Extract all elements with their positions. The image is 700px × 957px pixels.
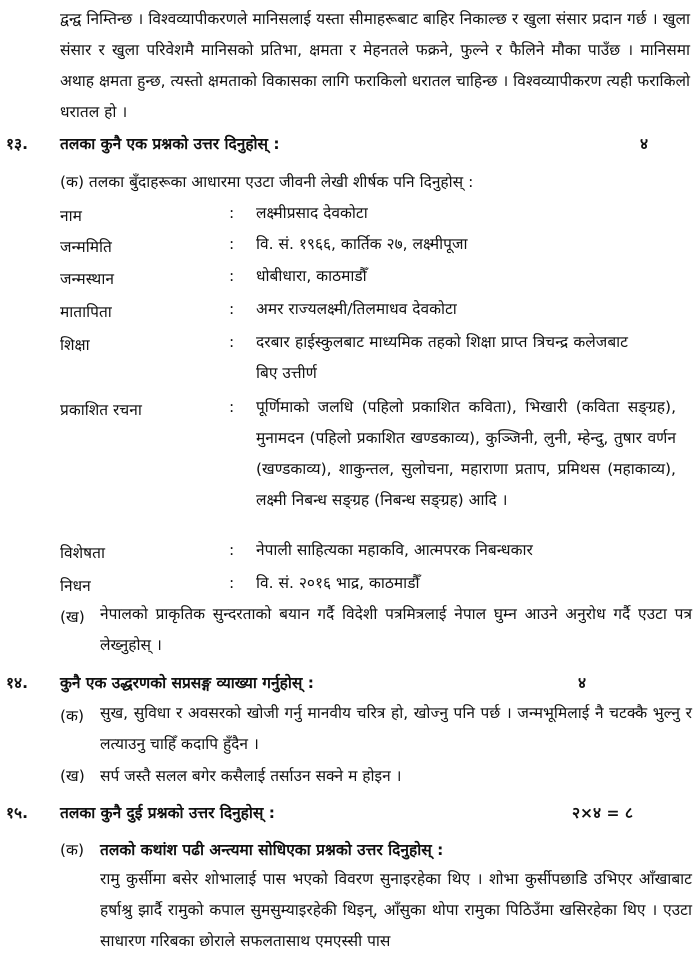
- q14-part-a: सुख, सुविधा र अवसरको खोजी गर्नु मानवीय चरित्र हो, खोज्नु पनि पर्छ । जन्मभूमिलाई नै चटक्कै भुल्नु र लत्याउनु चाहिँ कदापि हुँदैन ।: [100, 704, 692, 753]
- q13-part-b-marker: (ख): [60, 608, 85, 626]
- detail-value-name: लक्ष्मीप्रसाद देवकोटा: [256, 204, 368, 222]
- q13-number: १३.: [6, 135, 29, 153]
- detail-colon: :: [229, 267, 235, 285]
- q14-marks: ४: [578, 674, 587, 692]
- detail-label-education: शिक्षा: [60, 336, 90, 354]
- detail-colon: :: [229, 541, 235, 559]
- detail-value-birthplace: धोबीधारा, काठमाडौँ: [256, 267, 367, 285]
- detail-colon: :: [229, 333, 235, 351]
- q15-part-a-heading: तलको कथांश पढी अन्त्यमा सोधिएका प्रश्नको उत्तर दिनुहोस् :: [100, 841, 444, 859]
- q13-part-a: (क) तलका बुँदाहरूका आधारमा एउटा जीवनी लेखी शीर्षक पनि दिनुहोस् :: [60, 173, 474, 191]
- q13-heading: तलका कुनै एक प्रश्नको उत्तर दिनुहोस् :: [60, 135, 280, 153]
- intro-paragraph: द्वन्द्व निम्तिन्छ । विश्वव्यापीकरणले मानिसलाई यस्ता सीमाहरूबाट बाहिर निकाल्छ र खुला संसार प्रदान गर्छ । खुला संसार र खुला परिवेशमै मानिसको प्रतिभा, क्षमता र मेहनतले फक्रने, फुल्ने र फैलिने मौका पाउँछ । मानिसमा अथाह क्षमता हुन्छ, त्यस्तो क्षमताको विकासका लागि फराकिलो धरातल चाहिन्छ । विश्वव्यापीकरण त्यही फराकिलो धरातल हो ।: [60, 10, 690, 121]
- q14-number: १४.: [6, 674, 29, 692]
- q15-part-a-marker: (क): [60, 841, 84, 859]
- detail-value-birthdate: वि. सं. १९६६, कार्तिक २७, लक्ष्मीपूजा: [256, 235, 468, 253]
- q14-part-b-marker: (ख): [60, 767, 85, 785]
- detail-value-death: वि. सं. २०१६ भाद्र, काठमाडौँ: [256, 574, 420, 592]
- q14-part-b: सर्प जस्तै सलल बगेर कसैलाई तर्साउन सक्ने म होइन ।: [100, 767, 402, 785]
- detail-label-birthplace: जन्मस्थान: [60, 270, 114, 288]
- detail-value-works: पूर्णिमाको जलधि (पहिलो प्रकाशित कविता), भिखारी (कविता सङ्ग्रह), मुनामदन (पहिलो प्रकाशित खण्डकाव्य), कुञ्जिनी, लुनी, म्हेन्दु, तुषार वर्णन (खण्डकाव्य), शाकुन्तल, सुलोचना, महाराणा प्रताप, प्रमिथस (महाकाव्य), लक्ष्मी निबन्ध सङ्ग्रह (निबन्ध सङ्ग्रह) आदि ।: [256, 398, 676, 509]
- detail-colon: :: [229, 204, 235, 222]
- detail-label-birthdate: जन्ममिति: [60, 238, 112, 256]
- detail-colon: :: [229, 398, 235, 416]
- detail-label-specialty: विशेषता: [60, 544, 105, 562]
- q15-passage: रामु कुर्सीमा बसेर शोभालाई पास भएको विवरण सुनाइरहेका थिए । शोभा कुर्सीपछाडि उभिएर आँखाबाट हर्षाश्रु झार्दै रामुको कपाल सुमसुम्याइरहेकी थिइन्, आँसुका थोपा रामुका पिठिउँमा खसिरहेका थिए । एउटा साधारण गरिबका छोराले सफलतासाथ एमएस्सी पास: [100, 870, 692, 950]
- detail-value-specialty: नेपाली साहित्यका महाकवि, आत्मपरक निबन्धकार: [256, 541, 533, 559]
- detail-label-name: नाम: [60, 207, 82, 225]
- q13-marks: ४: [640, 135, 649, 153]
- q15-heading: तलका कुनै दुई प्रश्नको उत्तर दिनुहोस् :: [60, 804, 275, 822]
- detail-colon: :: [229, 235, 235, 253]
- detail-label-parents: मातापिता: [60, 303, 112, 321]
- detail-label-works: प्रकाशित रचना: [60, 401, 142, 419]
- detail-colon: :: [229, 574, 235, 592]
- detail-value-parents: अमर राज्यलक्ष्मी/तिलमाधव देवकोटा: [256, 300, 457, 318]
- q14-part-a-marker: (क): [60, 707, 84, 725]
- detail-label-death: निधन: [60, 577, 91, 595]
- q15-number: १५.: [6, 804, 29, 822]
- q15-marks: २×४ = ८: [572, 804, 633, 822]
- q14-heading: कुनै एक उद्धरणको सप्रसङ्ग व्याख्या गर्नुहोस् :: [60, 674, 314, 692]
- detail-colon: :: [229, 300, 235, 318]
- detail-value-education: दरबार हाईस्कुलबाट माध्यमिक तहको शिक्षा प्राप्त त्रिचन्द्र कलेजबाट बिए उत्तीर्ण: [256, 333, 628, 382]
- q13-part-b: नेपालको प्राकृतिक सुन्दरताको बयान गर्दै विदेशी पत्रमित्रलाई नेपाल घुम्न आउने अनुरोध गर्दै एउटा पत्र लेख्नुहोस् ।: [100, 605, 692, 654]
